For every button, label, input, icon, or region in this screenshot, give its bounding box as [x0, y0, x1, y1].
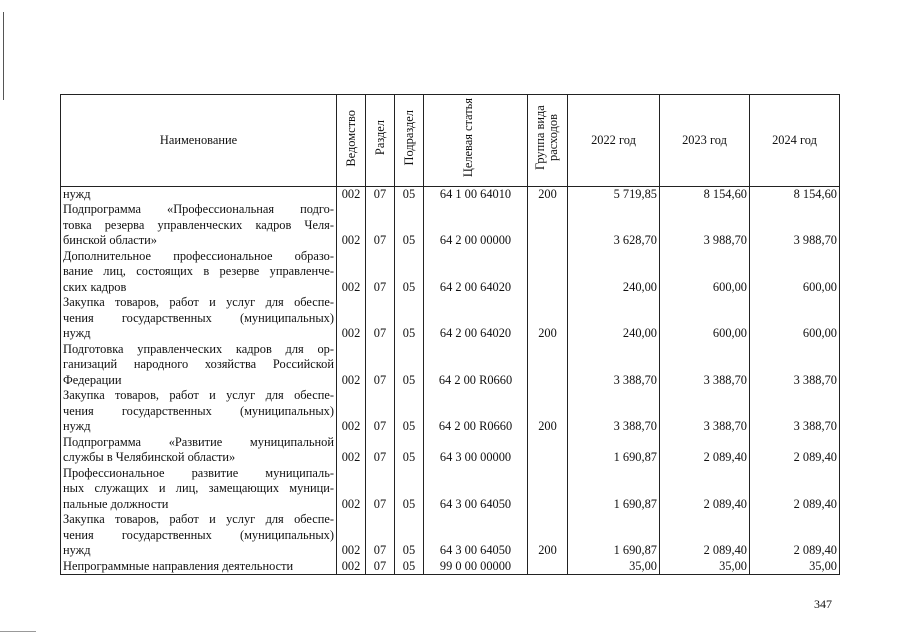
budget-table	[60, 94, 840, 575]
row-value-2024: 3 388,70	[750, 342, 840, 389]
row-target: 64 2 00 R0660	[424, 388, 528, 435]
row-value-2022: 240,00	[568, 295, 660, 342]
row-value-2023: 2 089,40	[660, 466, 750, 513]
row-name	[61, 249, 337, 296]
row-name	[61, 186, 337, 202]
row-value-2022: 1 690,87	[568, 512, 660, 559]
row-value-2023: 600,00	[660, 249, 750, 296]
row-name-line: ских кадров	[63, 279, 127, 294]
row-value-2024: 2 089,40	[750, 512, 840, 559]
table-row	[61, 249, 840, 296]
row-section: 07	[366, 186, 395, 202]
header-expense: Группа вида расходов	[528, 95, 568, 187]
row-section: 07	[366, 512, 395, 559]
row-value-2022: 5 719,85	[568, 186, 660, 202]
row-target: 64 3 00 00000	[424, 435, 528, 466]
table-row	[61, 435, 840, 466]
row-target: 64 2 00 64020	[424, 295, 528, 342]
row-value-2024: 3 388,70	[750, 388, 840, 435]
row-subsection: 05	[395, 559, 424, 575]
row-name-line: чения государственных (муниципальных)	[63, 403, 334, 418]
row-name	[61, 388, 337, 435]
row-subsection: 05	[395, 512, 424, 559]
row-dept: 002	[337, 295, 366, 342]
row-dept: 002	[337, 466, 366, 513]
bottom-mark	[0, 631, 36, 632]
row-subsection: 05	[395, 202, 424, 249]
row-subsection: 05	[395, 388, 424, 435]
header-dept: Ведомство	[337, 95, 366, 187]
row-subsection: 05	[395, 466, 424, 513]
row-subsection: 05	[395, 249, 424, 296]
row-section: 07	[366, 295, 395, 342]
table-row	[61, 559, 840, 575]
row-name-line: ганизаций народного хозяйства Российской	[63, 357, 334, 371]
row-name-line: ных служащих и лиц, замещающих муници-	[63, 481, 334, 495]
row-value-2022: 1 690,87	[568, 435, 660, 466]
row-name-line: чения государственных (муниципальных)	[63, 310, 334, 325]
row-section: 07	[366, 202, 395, 249]
header-subsection: Подраздел	[395, 95, 424, 187]
row-value-2023: 2 089,40	[660, 435, 750, 466]
row-expense	[528, 342, 568, 389]
row-value-2024: 8 154,60	[750, 186, 840, 202]
row-dept: 002	[337, 512, 366, 559]
row-subsection: 05	[395, 435, 424, 466]
row-section: 07	[366, 342, 395, 389]
row-section: 07	[366, 559, 395, 575]
row-value-2022: 3 388,70	[568, 342, 660, 389]
row-name-line: товка резерва управленческих кадров Челя-	[63, 217, 334, 232]
row-value-2024: 600,00	[750, 295, 840, 342]
row-name-line: Непрограммные направления деятельности	[63, 558, 294, 573]
row-target: 64 2 00 64020	[424, 249, 528, 296]
row-subsection: 05	[395, 342, 424, 389]
row-name-line: нужд	[63, 419, 91, 433]
row-name-line: Подпрограмма «Профессиональная подго-	[63, 202, 334, 216]
row-dept: 002	[337, 186, 366, 202]
row-name	[61, 466, 337, 513]
row-value-2022: 3 388,70	[568, 388, 660, 435]
row-expense	[528, 249, 568, 296]
row-value-2023: 3 988,70	[660, 202, 750, 249]
header-target: Целевая статья	[424, 95, 528, 187]
row-name-line: пальные должности	[63, 496, 169, 511]
row-value-2022: 1 690,87	[568, 466, 660, 513]
row-name-line: нужд	[63, 326, 91, 340]
margin-line	[3, 12, 4, 100]
row-value-2024: 2 089,40	[750, 466, 840, 513]
row-expense	[528, 435, 568, 466]
row-name-line: Подпрограмма «Развитие муниципальной	[63, 434, 334, 449]
row-name-line: нужд	[63, 186, 91, 201]
row-dept: 002	[337, 559, 366, 575]
row-name-line: Закупка товаров, работ и услуг для обеспе-	[63, 388, 334, 402]
row-name-line: бинской области»	[63, 233, 157, 247]
row-target: 64 2 00 00000	[424, 202, 528, 249]
table-row	[61, 512, 840, 559]
table-row	[61, 466, 840, 513]
row-expense: 200	[528, 295, 568, 342]
row-name-line: службы в Челябинской области»	[63, 450, 236, 464]
row-subsection: 05	[395, 186, 424, 202]
row-expense	[528, 466, 568, 513]
row-expense	[528, 202, 568, 249]
row-name-line: Закупка товаров, работ и услуг для обеспе-	[63, 512, 334, 526]
row-name-line: чения государственных (муниципальных)	[63, 527, 334, 542]
header-section: Раздел	[366, 95, 395, 187]
header-2024: 2024 год	[750, 95, 840, 187]
header-2023: 2023 год	[660, 95, 750, 187]
table-row	[61, 342, 840, 389]
row-value-2023: 2 089,40	[660, 512, 750, 559]
row-value-2023: 600,00	[660, 295, 750, 342]
row-name	[61, 295, 337, 342]
row-target: 64 1 00 64010	[424, 186, 528, 202]
row-value-2022: 35,00	[568, 559, 660, 575]
row-name	[61, 559, 337, 575]
table-row	[61, 202, 840, 249]
row-name-line: нужд	[63, 543, 91, 557]
row-expense: 200	[528, 388, 568, 435]
row-value-2022: 240,00	[568, 249, 660, 296]
row-target: 64 3 00 64050	[424, 512, 528, 559]
row-name	[61, 435, 337, 466]
header-row	[61, 95, 840, 187]
row-target: 64 2 00 R0660	[424, 342, 528, 389]
row-name-line: Дополнительное профессиональное образо-	[63, 248, 334, 263]
row-value-2023: 35,00	[660, 559, 750, 575]
row-dept: 002	[337, 249, 366, 296]
table-row	[61, 388, 840, 435]
row-section: 07	[366, 388, 395, 435]
page-number: 347	[814, 597, 832, 611]
row-section: 07	[366, 435, 395, 466]
row-value-2024: 600,00	[750, 249, 840, 296]
row-name-line: Подготовка управленческих кадров для ор-	[63, 341, 334, 356]
header-2022: 2022 год	[568, 95, 660, 187]
row-name-line: вание лиц, состоящих в резерве управленче-	[63, 264, 334, 278]
row-value-2024: 35,00	[750, 559, 840, 575]
row-dept: 002	[337, 435, 366, 466]
row-dept: 002	[337, 388, 366, 435]
row-expense	[528, 559, 568, 575]
row-name	[61, 512, 337, 559]
row-section: 07	[366, 249, 395, 296]
row-section: 07	[366, 466, 395, 513]
row-value-2023: 8 154,60	[660, 186, 750, 202]
row-value-2024: 3 988,70	[750, 202, 840, 249]
row-expense: 200	[528, 512, 568, 559]
row-target: 64 3 00 64050	[424, 466, 528, 513]
row-name-line: Закупка товаров, работ и услуг для обеспе-	[63, 295, 334, 309]
row-value-2023: 3 388,70	[660, 388, 750, 435]
row-dept: 002	[337, 202, 366, 249]
row-name	[61, 202, 337, 249]
row-name-line: Профессиональное развитие муниципаль-	[63, 465, 334, 480]
row-value-2022: 3 628,70	[568, 202, 660, 249]
table-row	[61, 295, 840, 342]
row-subsection: 05	[395, 295, 424, 342]
row-name	[61, 342, 337, 389]
row-value-2024: 2 089,40	[750, 435, 840, 466]
row-dept: 002	[337, 342, 366, 389]
header-name: Наименование	[61, 95, 337, 187]
row-expense: 200	[528, 186, 568, 202]
row-value-2023: 3 388,70	[660, 342, 750, 389]
row-name-line: Федерации	[63, 372, 122, 387]
row-target: 99 0 00 00000	[424, 559, 528, 575]
table-row	[61, 186, 840, 202]
